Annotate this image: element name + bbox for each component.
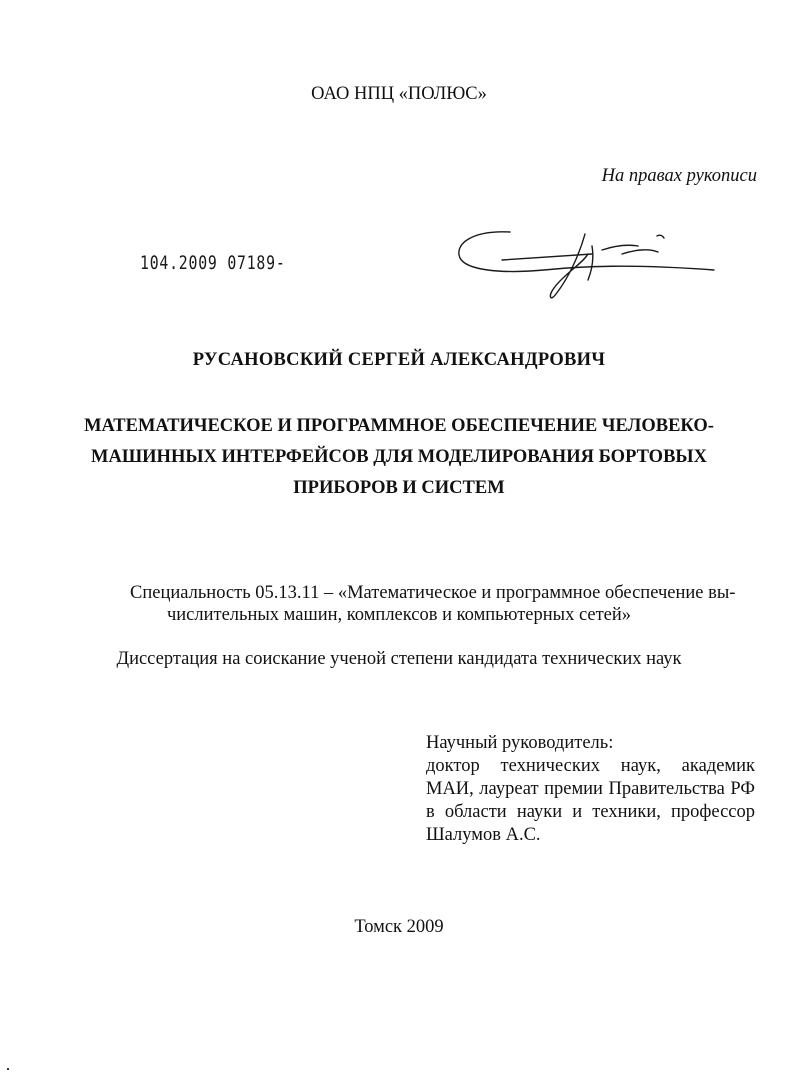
thesis-title-line: МАТЕМАТИЧЕСКОЕ И ПРОГРАММНОЕ ОБЕСПЕЧЕНИЕ ЧЕЛОВЕКО- [84, 416, 714, 436]
city-year: Томск 2009 [354, 917, 444, 937]
specialty-line: Специальность 05.13.11 – «Математическое и программное обеспечение вы- [130, 583, 736, 603]
thesis-title-line: МАШИННЫХ ИНТЕРФЕЙСОВ ДЛЯ МОДЕЛИРОВАНИЯ БОРТОВЫХ [91, 447, 707, 467]
manuscript-rights-note: На правах рукописи [601, 166, 757, 186]
advisor-name: Шалумов А.С. [426, 825, 541, 845]
author-name: РУСАНОВСКИЙ СЕРГЕЙ АЛЕКСАНДРОВИЧ [192, 350, 606, 370]
advisor-heading: Научный руководитель: [426, 733, 614, 753]
organization-header: ОАО НПЦ «ПОЛЮС» [311, 84, 487, 104]
advisor-detail-line: доктор технических наук, академик [426, 756, 755, 776]
advisor-detail-line: в области науки и техники, профессор [426, 802, 755, 822]
advisor-detail-line: МАИ, лауреат премии Правительства РФ [426, 779, 755, 799]
thesis-title-line: ПРИБОРОВ И СИСТЕМ [293, 478, 505, 498]
scan-speck [7, 1068, 9, 1070]
signature-icon [452, 224, 720, 310]
specialty-line: числительных машин, комплексов и компьютерных сетей» [166, 605, 632, 625]
dissertation-degree: Диссертация на соискание ученой степени кандидата технических наук [116, 649, 682, 669]
registration-stamp-number: 104.2009 07189- [140, 252, 286, 274]
